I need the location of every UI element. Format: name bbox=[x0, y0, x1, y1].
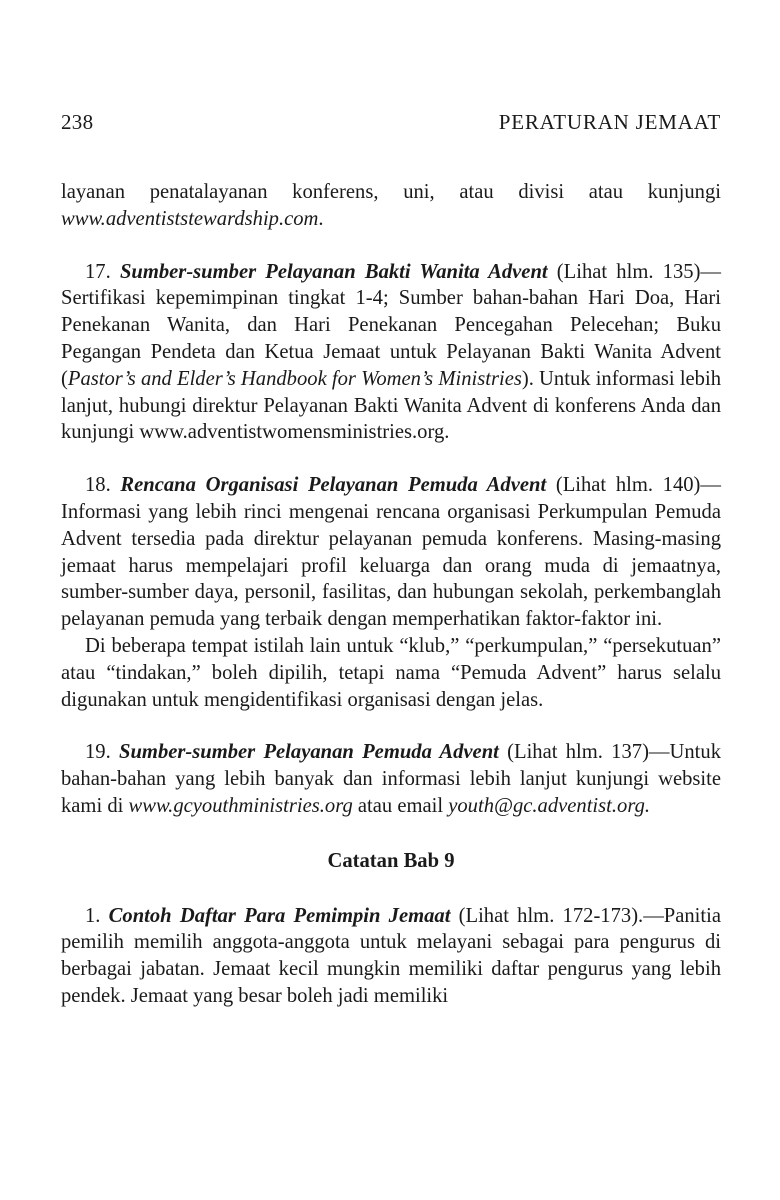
note-title: Contoh Daftar Para Pemimpin Jemaat bbox=[108, 904, 451, 927]
note-number: 17. bbox=[85, 260, 120, 283]
note-title: Sumber-sumber Pelayanan Pemuda Advent bbox=[119, 741, 499, 764]
note-18 bbox=[61, 472, 721, 633]
note-17 bbox=[61, 259, 721, 447]
paragraph-end: . bbox=[318, 207, 324, 230]
book-title: PERATURAN JEMAAT bbox=[498, 110, 721, 134]
paragraph-text: layanan penatalayanan konferens, uni, atau divisi atau kunjungi bbox=[61, 181, 721, 203]
note-number: 19. bbox=[85, 741, 120, 764]
youth-email: youth@gc.adventist.org. bbox=[448, 794, 651, 817]
body-text bbox=[61, 179, 721, 1010]
paragraph-continuation bbox=[61, 179, 721, 233]
note-number: 18. bbox=[85, 474, 121, 497]
book-page bbox=[61, 110, 721, 1010]
note-body: (Lihat hlm. 140)—Informasi yang lebih rinci mengenai rencana organisasi Perkumpulan Pemuda Advent tersedia pada direktur pelayanan pemuda konferens. Masing-masing jemaat harus mempelajari profil keluarga dan orang muda di jemaatnya, sumber-sumber daya, personil, fasilitas, dan hubungan sekolah, perkembanglah pelayanan pemuda yang terbaik dengan memperhatikan faktor-faktor ini. bbox=[61, 474, 722, 631]
note-body: (Lihat hlm. 172-173).—Panitia pemilih memilih anggota-anggota untuk melayani sebagai para pengurus di berbagai jabatan. Jemaat kecil mungkin memiliki daftar pengurus yang lebih pendek. Jemaat yang besar boleh jadi memiliki bbox=[61, 904, 721, 1007]
note-body: (Lihat hlm. 135)—Sertifikasi kepemimpinan tingkat 1-4; Sumber bahan-bahan Hari Doa, Hari Penekanan Wanita, dan Hari Penekanan Pencegahan Pelecehan; Buku Pegangan Pendeta dan Ketua Jemaat untuk Pelayanan Bakti Wanita Advent ( bbox=[61, 260, 722, 390]
note-title: Rencana Organisasi Pelayanan Pemuda Advent bbox=[120, 474, 547, 497]
note-title: Sumber-sumber Pelayanan Bakti Wanita Advent bbox=[119, 260, 548, 283]
chapter-notes-heading: Catatan Bab 9 bbox=[327, 849, 455, 872]
note-number: 1. bbox=[85, 904, 109, 927]
note-body-mid: atau email bbox=[352, 794, 449, 817]
running-header bbox=[61, 110, 721, 135]
page-number: 238 bbox=[61, 110, 94, 134]
note-body: (Lihat hlm. 137)—Untuk bahan-bahan yang lebih banyak dan informasi lebih lanjut kunjungi website kami di bbox=[61, 741, 721, 817]
note-18-continued: Di beberapa tempat istilah lain untuk “klub,” “perkumpulan,” “persekutuan” atau “tindakan,” boleh dipilih, tetapi nama “Pemuda Advent” harus selalu digunakan untuk mengidentifikasi organisasi dengan jelas. bbox=[61, 634, 721, 711]
handbook-title: Pastor’s and Elder’s Handbook for Women’s Ministries bbox=[67, 367, 522, 390]
youth-url: www.gcyouthministries.org bbox=[128, 794, 353, 817]
chapter-9-note-1 bbox=[61, 903, 721, 1010]
stewardship-url: www.adventiststewardship.com bbox=[61, 207, 319, 230]
note-19 bbox=[61, 739, 721, 819]
note-body-continued: ). Untuk informasi lebih lanjut, hubungi direktur Pelayanan Bakti Wanita Advent di konferens Anda dan kunjungi www.adventistwomensministries.org. bbox=[61, 367, 721, 444]
